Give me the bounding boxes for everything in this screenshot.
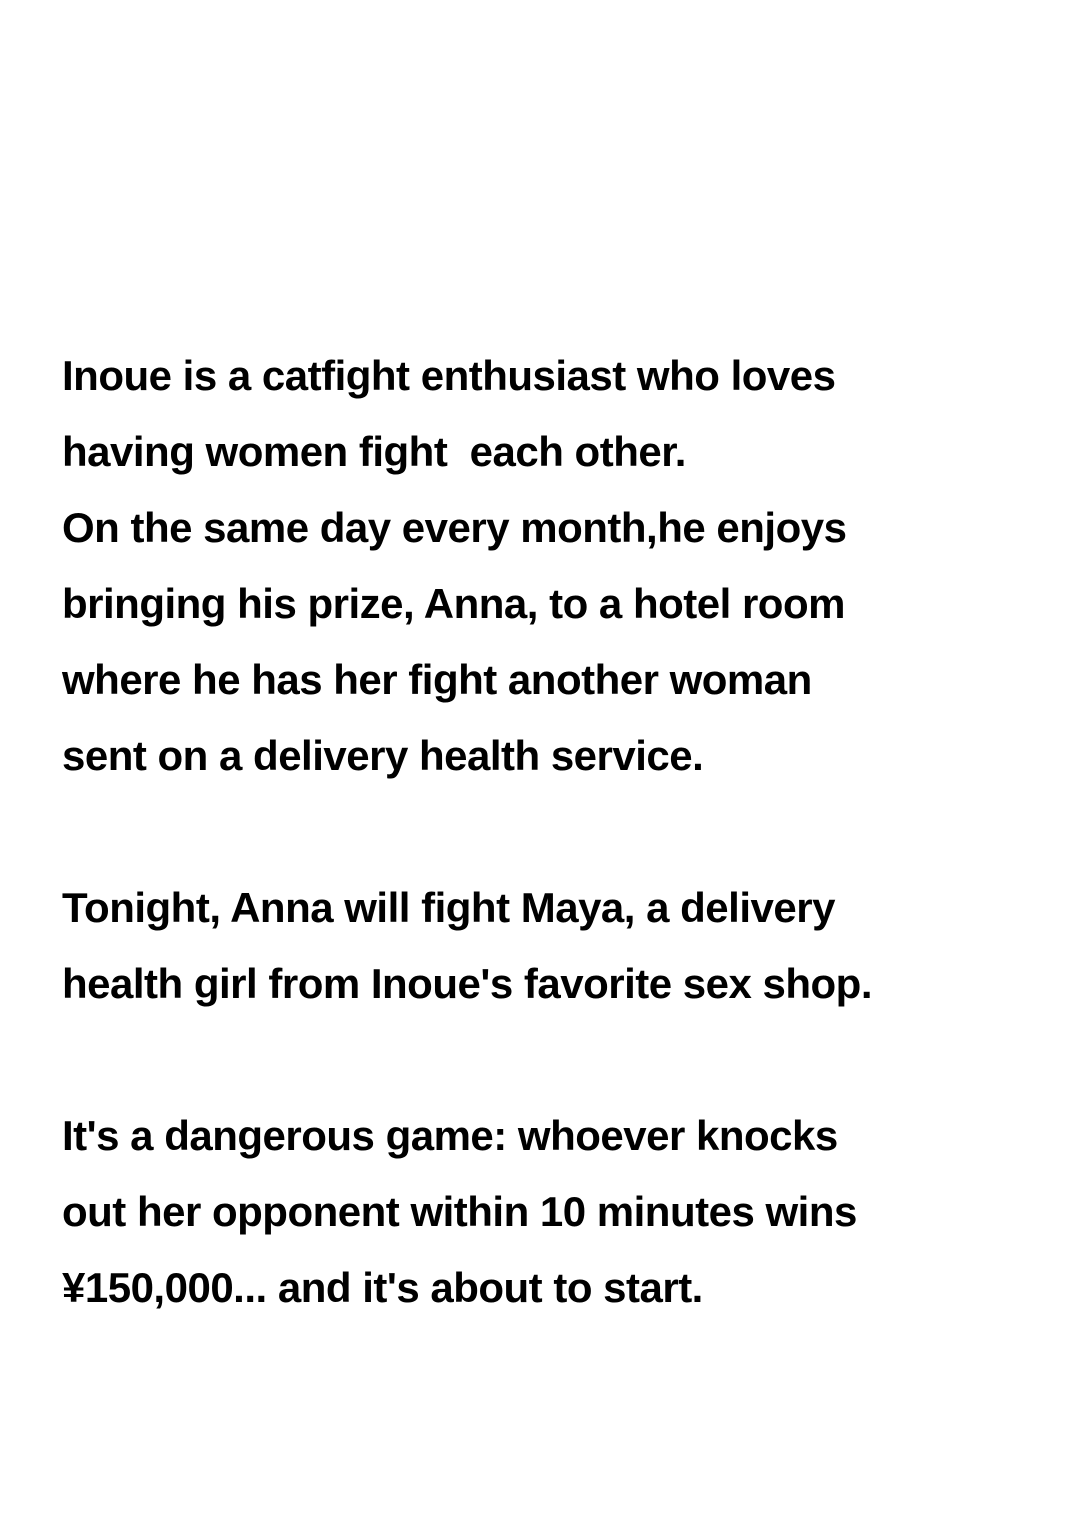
text-line: sent on a delivery health service.: [62, 732, 704, 779]
text-line: Inoue is a catfight enthusiast who loves: [62, 352, 836, 399]
text-line: out her opponent within 10 minutes wins: [62, 1188, 857, 1235]
text-line: bringing his prize, Anna, to a hotel room: [62, 580, 845, 627]
text-line: ¥150,000... and it's about to start.: [62, 1264, 703, 1311]
text-line: where he has her fight another woman: [62, 656, 812, 703]
paragraph-tonight: [62, 870, 1050, 1022]
text-line: health girl from Inoue's favorite sex shop.: [62, 960, 872, 1007]
text-line: having women fight each other.: [62, 428, 686, 475]
text-line: It's a dangerous game: whoever knocks: [62, 1112, 838, 1159]
paragraph-stakes: [62, 1098, 1050, 1326]
text-line: On the same day every month,he enjoys: [62, 504, 847, 551]
text-line: Tonight, Anna will fight Maya, a delivery: [62, 884, 835, 931]
paragraph-setup: [62, 338, 1050, 794]
